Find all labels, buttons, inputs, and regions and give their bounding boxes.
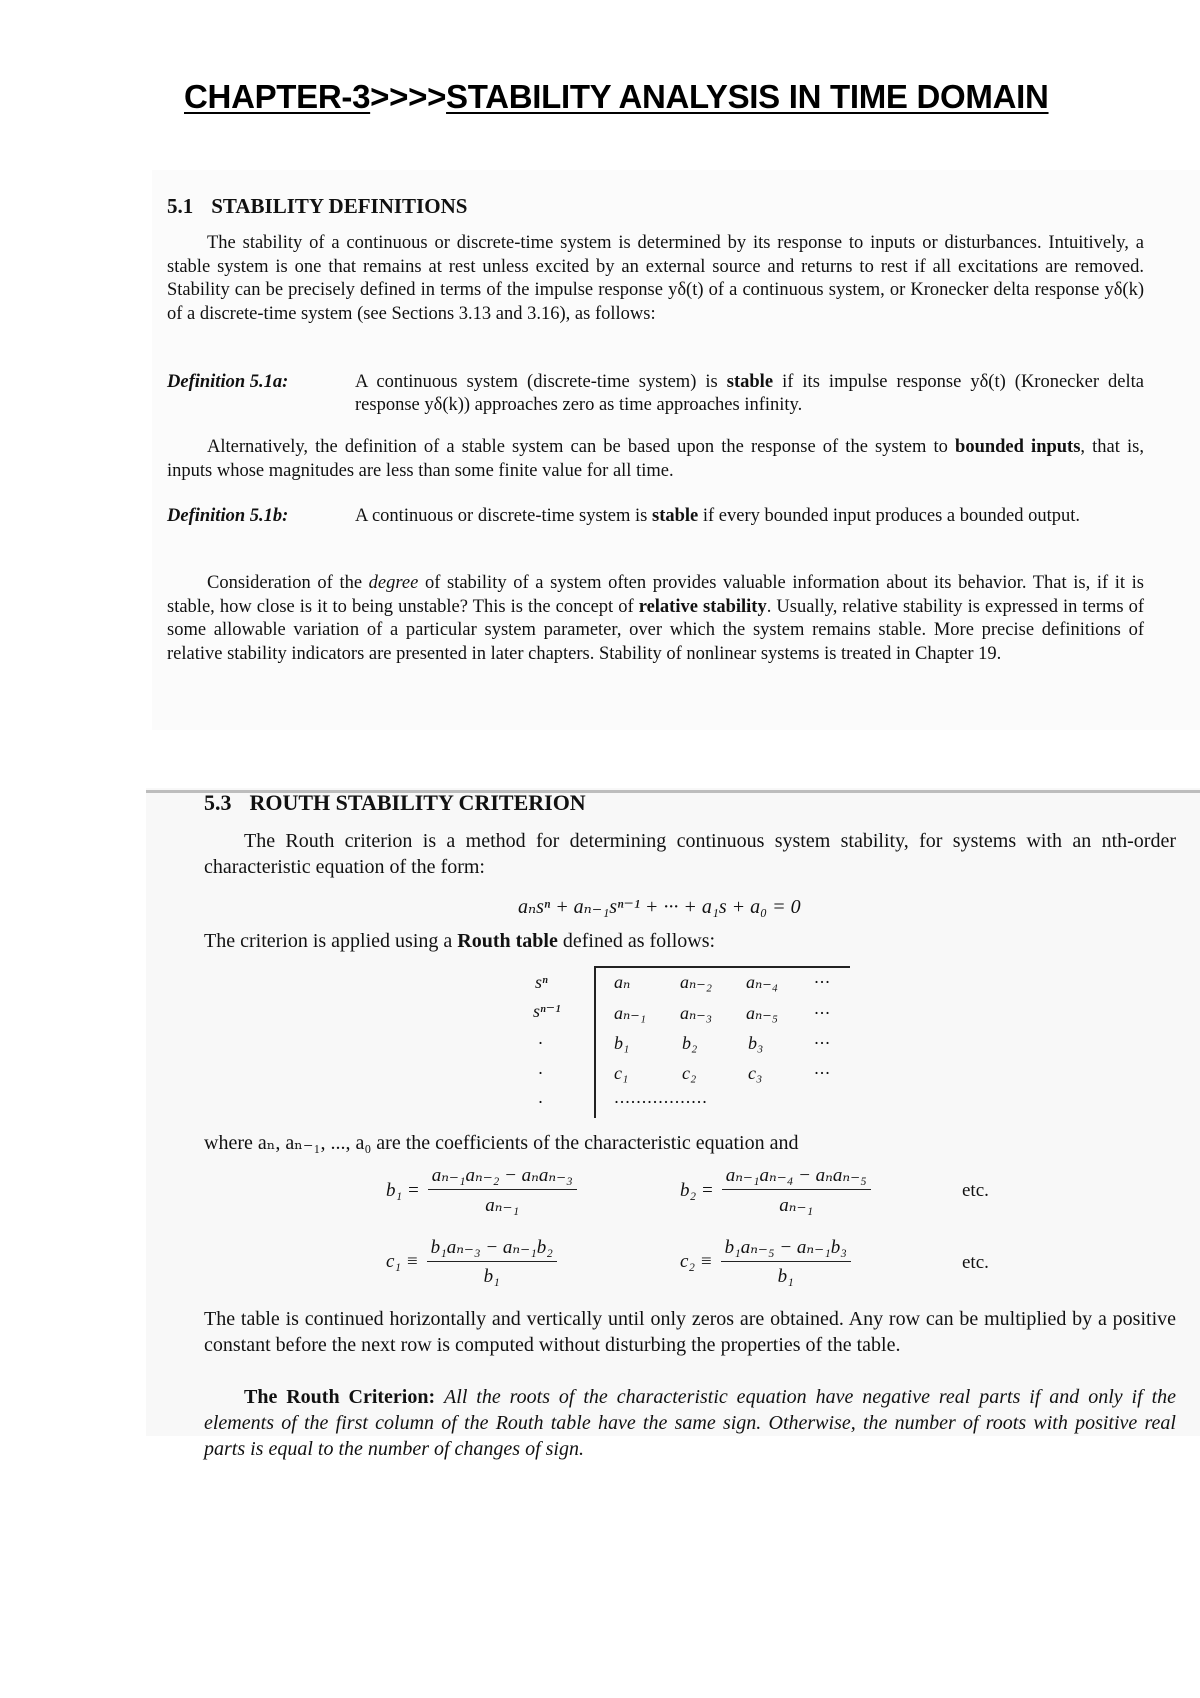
routh-row-label: sⁿ⁻¹: [533, 1001, 561, 1021]
alt-text-after: , that is, inputs whose magnitudes are less than some finite value for all time.: [167, 437, 1144, 481]
where-text: where aₙ, aₙ₋₁, ..., a₀ are the coefficients of the characteristic equation and: [204, 1132, 799, 1154]
routh-cell: c₃: [748, 1063, 763, 1083]
stability-intro-paragraph: [167, 232, 1144, 326]
formula-b1: [386, 1164, 577, 1217]
formula-c1: [386, 1236, 557, 1288]
routh-cell: aₙ₋₁: [614, 1003, 647, 1023]
formula-lhs: c₂ ≡: [680, 1251, 713, 1272]
def-text-before: A continuous system (discrete-time system) is: [355, 372, 727, 392]
formula-denominator: b₁: [483, 1266, 500, 1287]
routh-intro-text: The Routh criterion is a method for determining continuous system stability, for systems with an nth-order characteristic equation of the form:: [204, 830, 1176, 878]
routh-cell: ···: [814, 972, 831, 992]
rel-italic-term: degree: [368, 573, 419, 593]
formula-denominator: aₙ₋₁: [779, 1195, 814, 1216]
section-number: 5.1: [167, 194, 194, 218]
criterion-text: All the roots of the characteristic equation have negative real parts if and only if the elements of the first column of the Routh table have the same sign. Otherwise, the number of roots with positive real parts is equal to the number of changes of sign.: [204, 1386, 1176, 1460]
definition-5-1a: [167, 371, 1144, 419]
formula-numerator: b₁aₙ₋₃ − aₙ₋₁b₂: [427, 1236, 557, 1262]
rel-bold-term: relative stability: [638, 596, 767, 617]
formula-numerator: aₙ₋₁aₙ₋₂ − aₙaₙ₋₃: [428, 1164, 577, 1190]
formula-b2: [680, 1164, 871, 1217]
table-intro-before: The criterion is applied using a: [204, 930, 458, 952]
routh-table-intro: [204, 928, 1176, 954]
where-coefficients-line: [204, 1130, 1176, 1156]
routh-cell: ···: [814, 1063, 831, 1083]
routh-table-divider: [594, 968, 596, 1118]
intro-text: The stability of a continuous or discrete-time system is determined by its response to inputs or disturbances. Intuitively, a stable system is one that remains at rest unless excited by an external source and returns to rest if all excitations are removed. Stability can be precisely defined in terms of the impulse response yδ(t) of a continuous system, or Kronecker delta response yδ(k) of a discrete-time system (see Sections 3.13 and 3.16), as follows:: [167, 233, 1144, 324]
routh-row-label: ·: [538, 1063, 543, 1083]
routh-intro-paragraph: [204, 828, 1176, 880]
routh-cell: aₙ₋₅: [746, 1003, 779, 1023]
routh-cell: aₙ₋₂: [680, 972, 713, 992]
etc-label: etc.: [962, 1252, 989, 1273]
def-text-after: if every bounded input produces a bounded output.: [698, 506, 1080, 526]
def-text-before: A continuous or discrete-time system is: [355, 506, 652, 526]
routh-cell: aₙ: [614, 972, 631, 992]
formula-denominator: aₙ₋₁: [485, 1195, 520, 1216]
title-arrows: >>>>: [370, 78, 447, 115]
title-prefix: CHAPTER-3: [184, 78, 371, 115]
routh-cell: b₃: [748, 1033, 764, 1053]
section-heading-text: STABILITY DEFINITIONS: [211, 194, 468, 218]
formula-numerator: b₁aₙ₋₅ − aₙ₋₁b₃: [721, 1236, 851, 1262]
formula-numerator: aₙ₋₁aₙ₋₄ − aₙaₙ₋₅: [722, 1164, 871, 1190]
characteristic-equation: aₙsⁿ + aₙ₋₁sⁿ⁻¹ + ··· + a₁s + a₀ = 0: [518, 896, 801, 918]
section-heading-text: ROUTH STABILITY CRITERION: [249, 790, 586, 815]
routh-cell: b₂: [682, 1033, 698, 1053]
page-title: [184, 78, 1049, 116]
rel-text-2: of stability of a system often provides valuable information about its behavior. That is, if it is stable, how close is it to being unstable? This is the concept of: [167, 573, 1144, 617]
routh-criterion-statement: [204, 1384, 1176, 1462]
def-bold-term: stable: [652, 506, 699, 526]
alt-text-before: Alternatively, the definition of a stable system can be based upon the response of the system to: [207, 437, 956, 457]
routh-cell: ·················: [614, 1092, 708, 1112]
alt-bold-term: bounded inputs: [955, 437, 1081, 457]
definition-text: [355, 505, 1144, 528]
table-intro-bold: Routh table: [457, 930, 558, 952]
formula-lhs: b₁ =: [386, 1179, 420, 1201]
formula-lhs: b₂ =: [680, 1179, 714, 1201]
formula-lhs: c₁ ≡: [386, 1251, 419, 1272]
rel-text-1: Consideration of the: [207, 573, 369, 593]
routh-row-label: ·: [538, 1033, 543, 1053]
continued-text: The table is continued horizontally and vertically until only zeros are obtained. Any row can be multiplied by a positive constant before the next row is computed without disturbing the properties of the table.: [204, 1308, 1176, 1356]
rel-text-3: . Usually, relative stability is expressed in terms of some allowable variation of a particular system parameter, over which the system remains stable. More precise definitions of relative stability indicators are presented in later chapters. Stability of nonlinear systems is treated in Chapter 19.: [167, 596, 1144, 664]
formula-denominator: b₁: [777, 1266, 794, 1287]
definition-label: Definition 5.1b:: [167, 506, 289, 526]
routh-cell: ···: [814, 1003, 831, 1023]
routh-row-label: ·: [538, 1092, 543, 1112]
definition-label: Definition 5.1a:: [167, 372, 289, 392]
etc-label: etc.: [962, 1180, 989, 1201]
def-bold-term: stable: [726, 372, 774, 392]
title-suffix: STABILITY ANALYSIS IN TIME DOMAIN: [446, 78, 1049, 115]
section-number: 5.3: [204, 790, 232, 815]
def-text-after: if its impulse response yδ(t) (Kronecker delta response yδ(k)) approaches zero as time approaches infinity.: [355, 372, 1144, 415]
section-5-3-heading: [204, 790, 586, 816]
table-intro-after: defined as follows:: [557, 930, 716, 952]
routh-table-top-rule: [594, 966, 850, 968]
table-continued-paragraph: [204, 1306, 1176, 1358]
routh-cell: aₙ₋₃: [680, 1003, 713, 1023]
routh-cell: aₙ₋₄: [746, 972, 779, 992]
alternative-paragraph: [167, 436, 1144, 483]
formula-c2: [680, 1236, 851, 1288]
routh-cell: c₁: [614, 1063, 629, 1083]
definition-text: [355, 371, 1144, 417]
routh-cell: b₁: [614, 1033, 630, 1053]
routh-cell: c₂: [682, 1063, 697, 1083]
routh-row-label: sⁿ: [535, 972, 548, 992]
relative-stability-paragraph: [167, 572, 1144, 666]
criterion-label: The Routh Criterion:: [244, 1386, 436, 1408]
routh-cell: ···: [814, 1033, 831, 1053]
definition-5-1b: [167, 505, 1144, 553]
section-5-1-heading: [167, 194, 467, 219]
